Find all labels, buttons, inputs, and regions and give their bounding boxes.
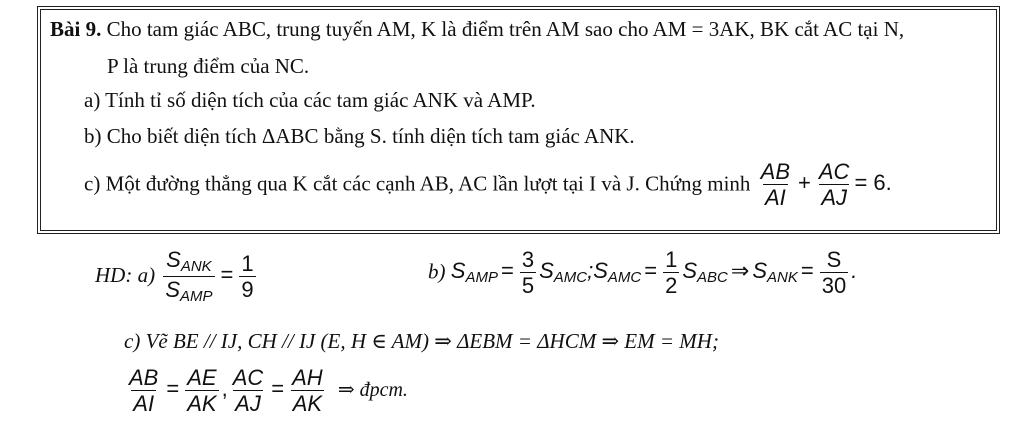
equals: = — [220, 262, 234, 288]
equals: = — [644, 258, 658, 284]
problem-line-2 — [107, 56, 309, 77]
numerator: AB — [760, 159, 791, 184]
numerator: AB — [129, 365, 159, 390]
s-symbol: S — [165, 276, 181, 302]
fraction-ab-ai — [127, 366, 160, 415]
denominator: 30 — [821, 273, 847, 299]
s-symbol: S — [450, 258, 466, 284]
fraction-ac-aj — [231, 366, 266, 415]
fraction-ah-ak — [290, 366, 325, 415]
equals: = — [500, 258, 514, 284]
fraction-3-5 — [520, 248, 536, 297]
hint-b — [428, 248, 857, 297]
subscript: AMP — [465, 269, 498, 287]
part-c-formula — [756, 159, 892, 211]
problem-label: Bài 9. — [50, 17, 102, 41]
part-b-text: b) Cho biết diện tích ΔABC bằng S. tính diện tích tam giác ANK. — [84, 124, 635, 148]
fraction-ac-aj — [817, 160, 852, 209]
semicolon: ; — [587, 258, 594, 284]
hint-b-label: b) — [428, 259, 446, 284]
hint-a — [95, 248, 259, 305]
s-symbol: S — [166, 247, 181, 272]
numerator: S — [826, 247, 842, 272]
numerator: 1 — [241, 250, 254, 276]
part-b — [84, 126, 635, 147]
denominator: AI — [133, 391, 155, 417]
subscript: ABC — [697, 269, 728, 287]
part-c — [84, 160, 892, 209]
s-symbol: S — [539, 258, 554, 284]
subscript: AMC — [553, 269, 588, 287]
problem-statement-2: P là trung điểm của NC. — [107, 54, 310, 78]
s-symbol: S — [593, 258, 608, 284]
denominator: AI — [764, 185, 786, 211]
denominator: AK — [292, 391, 323, 417]
numerator: AC — [818, 159, 850, 184]
equals: = — [166, 376, 180, 402]
hint-a-formula — [160, 247, 258, 305]
subscript: ANK — [767, 269, 798, 287]
plus-sign: + — [798, 170, 811, 196]
numerator: AC — [232, 365, 264, 390]
denominator: AJ — [821, 185, 847, 211]
part-c-text: c) Một đường thẳng qua K cắt các cạnh AB, AC lần lượt tại I và J. Chứng minh — [84, 171, 751, 196]
problem-line-1 — [50, 19, 904, 40]
hint-prefix: HD: a) — [95, 263, 156, 288]
denominator: AJ — [235, 391, 261, 417]
subscript: AMC — [607, 269, 642, 287]
hint-b-formula — [450, 247, 858, 299]
equals-six: = 6. — [854, 170, 892, 196]
fraction-ab-ai — [759, 160, 792, 209]
subscript: ANK — [180, 258, 212, 275]
part-a — [84, 90, 536, 111]
problem-statement-1: Cho tam giác ABC, trung tuyến AM, K là điểm trên AM sao cho AM = 3AK, BK cắt AC tại N, — [106, 17, 905, 41]
numerator: 1 — [665, 247, 678, 272]
equals: = — [800, 258, 814, 284]
denominator: AK — [187, 391, 217, 417]
part-a-text: a) Tính tỉ số diện tích của các tam giác ANK và AMP. — [84, 88, 536, 112]
comma: , — [221, 376, 228, 402]
denominator: 9 — [241, 276, 254, 302]
implies-arrow: ⇒ — [730, 258, 750, 284]
fraction-s-30 — [820, 248, 848, 297]
fraction-1-2 — [663, 248, 679, 297]
fraction-1-9 — [239, 252, 255, 301]
hint-c-formula — [124, 365, 334, 417]
period: . — [851, 258, 858, 284]
subscript: AMP — [180, 287, 213, 305]
denominator: 2 — [665, 273, 678, 299]
fraction-sank-samp — [163, 248, 214, 305]
hint-c-conclusion: ⇒ đpcm. — [337, 379, 408, 402]
s-symbol: S — [682, 258, 698, 284]
hint-c-text: c) Vẽ BE // IJ, CH // IJ (E, H ∈ AM) ⇒ ΔEBM = ΔHCM ⇒ EM = MH; — [124, 329, 719, 353]
numerator: AH — [292, 365, 323, 390]
hint-c-line-1 — [124, 331, 719, 352]
denominator: 5 — [521, 273, 535, 299]
s-symbol: S — [752, 258, 768, 284]
numerator: AE — [187, 365, 217, 390]
numerator: 3 — [521, 247, 535, 272]
hint-c-line-2 — [124, 366, 408, 415]
equals: = — [271, 376, 285, 402]
fraction-ae-ak — [185, 366, 218, 415]
